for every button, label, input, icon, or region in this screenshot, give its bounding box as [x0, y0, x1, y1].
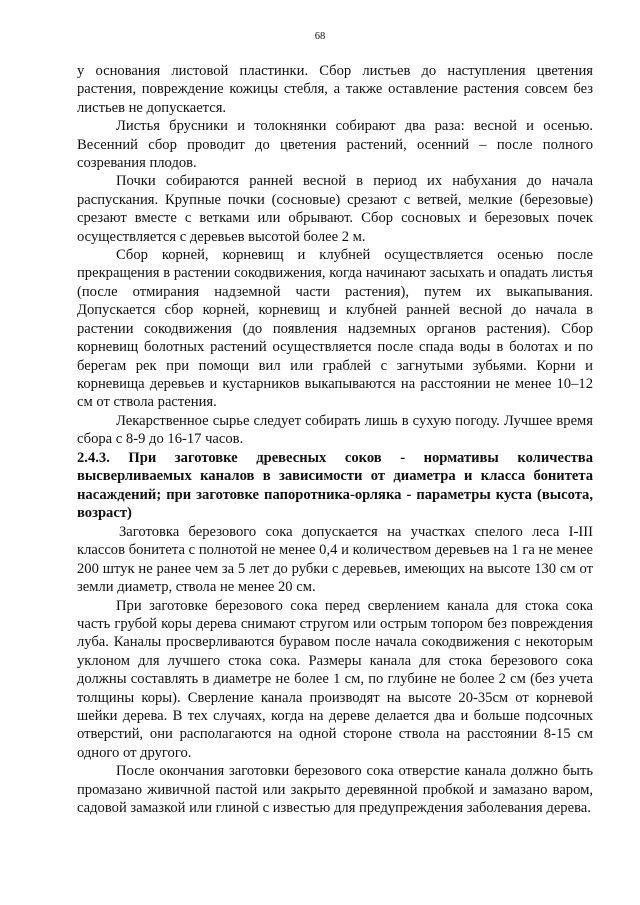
- paragraph-after-harvest: После окончания заготовки березового сока отверстие канала должно быть промазано живичной пастой или закрыто деревянной пробкой и замазано варом, садовой замазкой или глиной с известью для предупреждения заболевания дерева.: [77, 763, 593, 816]
- paragraph-drilling: При заготовке березового сока перед сверлением канала для стока сока часть грубой коры дерева снимают стругом или острым топором без повреждения луба. Каналы просверливаются буравом после начала сокодвижения с некоторым уклоном для лучшего стока сока. Размеры канала для стока березового сока должны составлять в диаметре не более 1 см, по глубине не более 2 см (без учета толщины коры). Сверление канала производят на высоте 20-35см от корневой шейки дерева. В тех случаях, когда на дереве делается два и больше подсочных отверстий, они располагаются на одной стороне ствола на расстоянии 8-15 см одного от другого.: [77, 597, 593, 761]
- paragraph-roots: Сбор корней, корневищ и клубней осуществляется осенью после прекращения в растении сокодвижения, когда начинают засыхать и опадать листья (после отмирания надземной части растения), путем их выкапывания. Допускается сбор корней, корневищ и клубней ранней весной до начала в растении сокодвижения (до появления надземных органов растения). Сбор корневищ болотных растений осуществляется после спада воды в болотах и по берегам рек при помощи вил или граблей с загнутыми зубьями. Корни и корневища деревьев и кустарников выкапываются на расстоянии не менее 10–12 см от ствола растения.: [77, 247, 593, 411]
- paragraph-buds: Почки собираются ранней весной в период их набухания до начала распускания. Крупные почки (сосновые) срезают с ветвей, мелкие (березовые) срезают вместе с ветками или обрывают. Сбор сосновых и березовых почек осуществляется с деревьев высотой более 2 м.: [77, 173, 593, 245]
- paragraph-lingonberry-leaves: Листья брусники и толокнянки собирают два раза: весной и осенью. Весенний сбор проводит до цветения растений, осенний – после полного созревания плодов.: [77, 118, 593, 172]
- paragraph-dry-weather: Лекарственное сырье следует собирать лишь в сухую погоду. Лучшее время сбора с 8-9 до 16-17 часов.: [77, 412, 593, 448]
- section-heading: 2.4.3. При заготовке древесных соков - нормативы количества высверливаемых каналов в зависимости от диаметра и класса бонитета насаждений; при заготовке папоротника-орляка - параметры куста (высота, возраст): [77, 449, 593, 522]
- page-number: 68: [314, 31, 326, 42]
- paragraph-leaf-collection-end: у основания листовой пластинки. Сбор листьев до наступления цветения растения, повреждение кожицы стебля, а также оставление растения совсем без листьев не допускается.: [77, 63, 593, 116]
- document-body: [77, 62, 593, 817]
- paragraph-birch-sap-harvest: Заготовка березового сока допускается на участках спелого леса I-III классов бонитета с полнотой не менее 0,4 и количеством деревьев на 1 га не менее 200 штук не ранее чем за 5 лет до рубки с деревьев, имеющих на высоте 130 см от земли диаметр, ствола не менее 20 см.: [77, 523, 593, 596]
